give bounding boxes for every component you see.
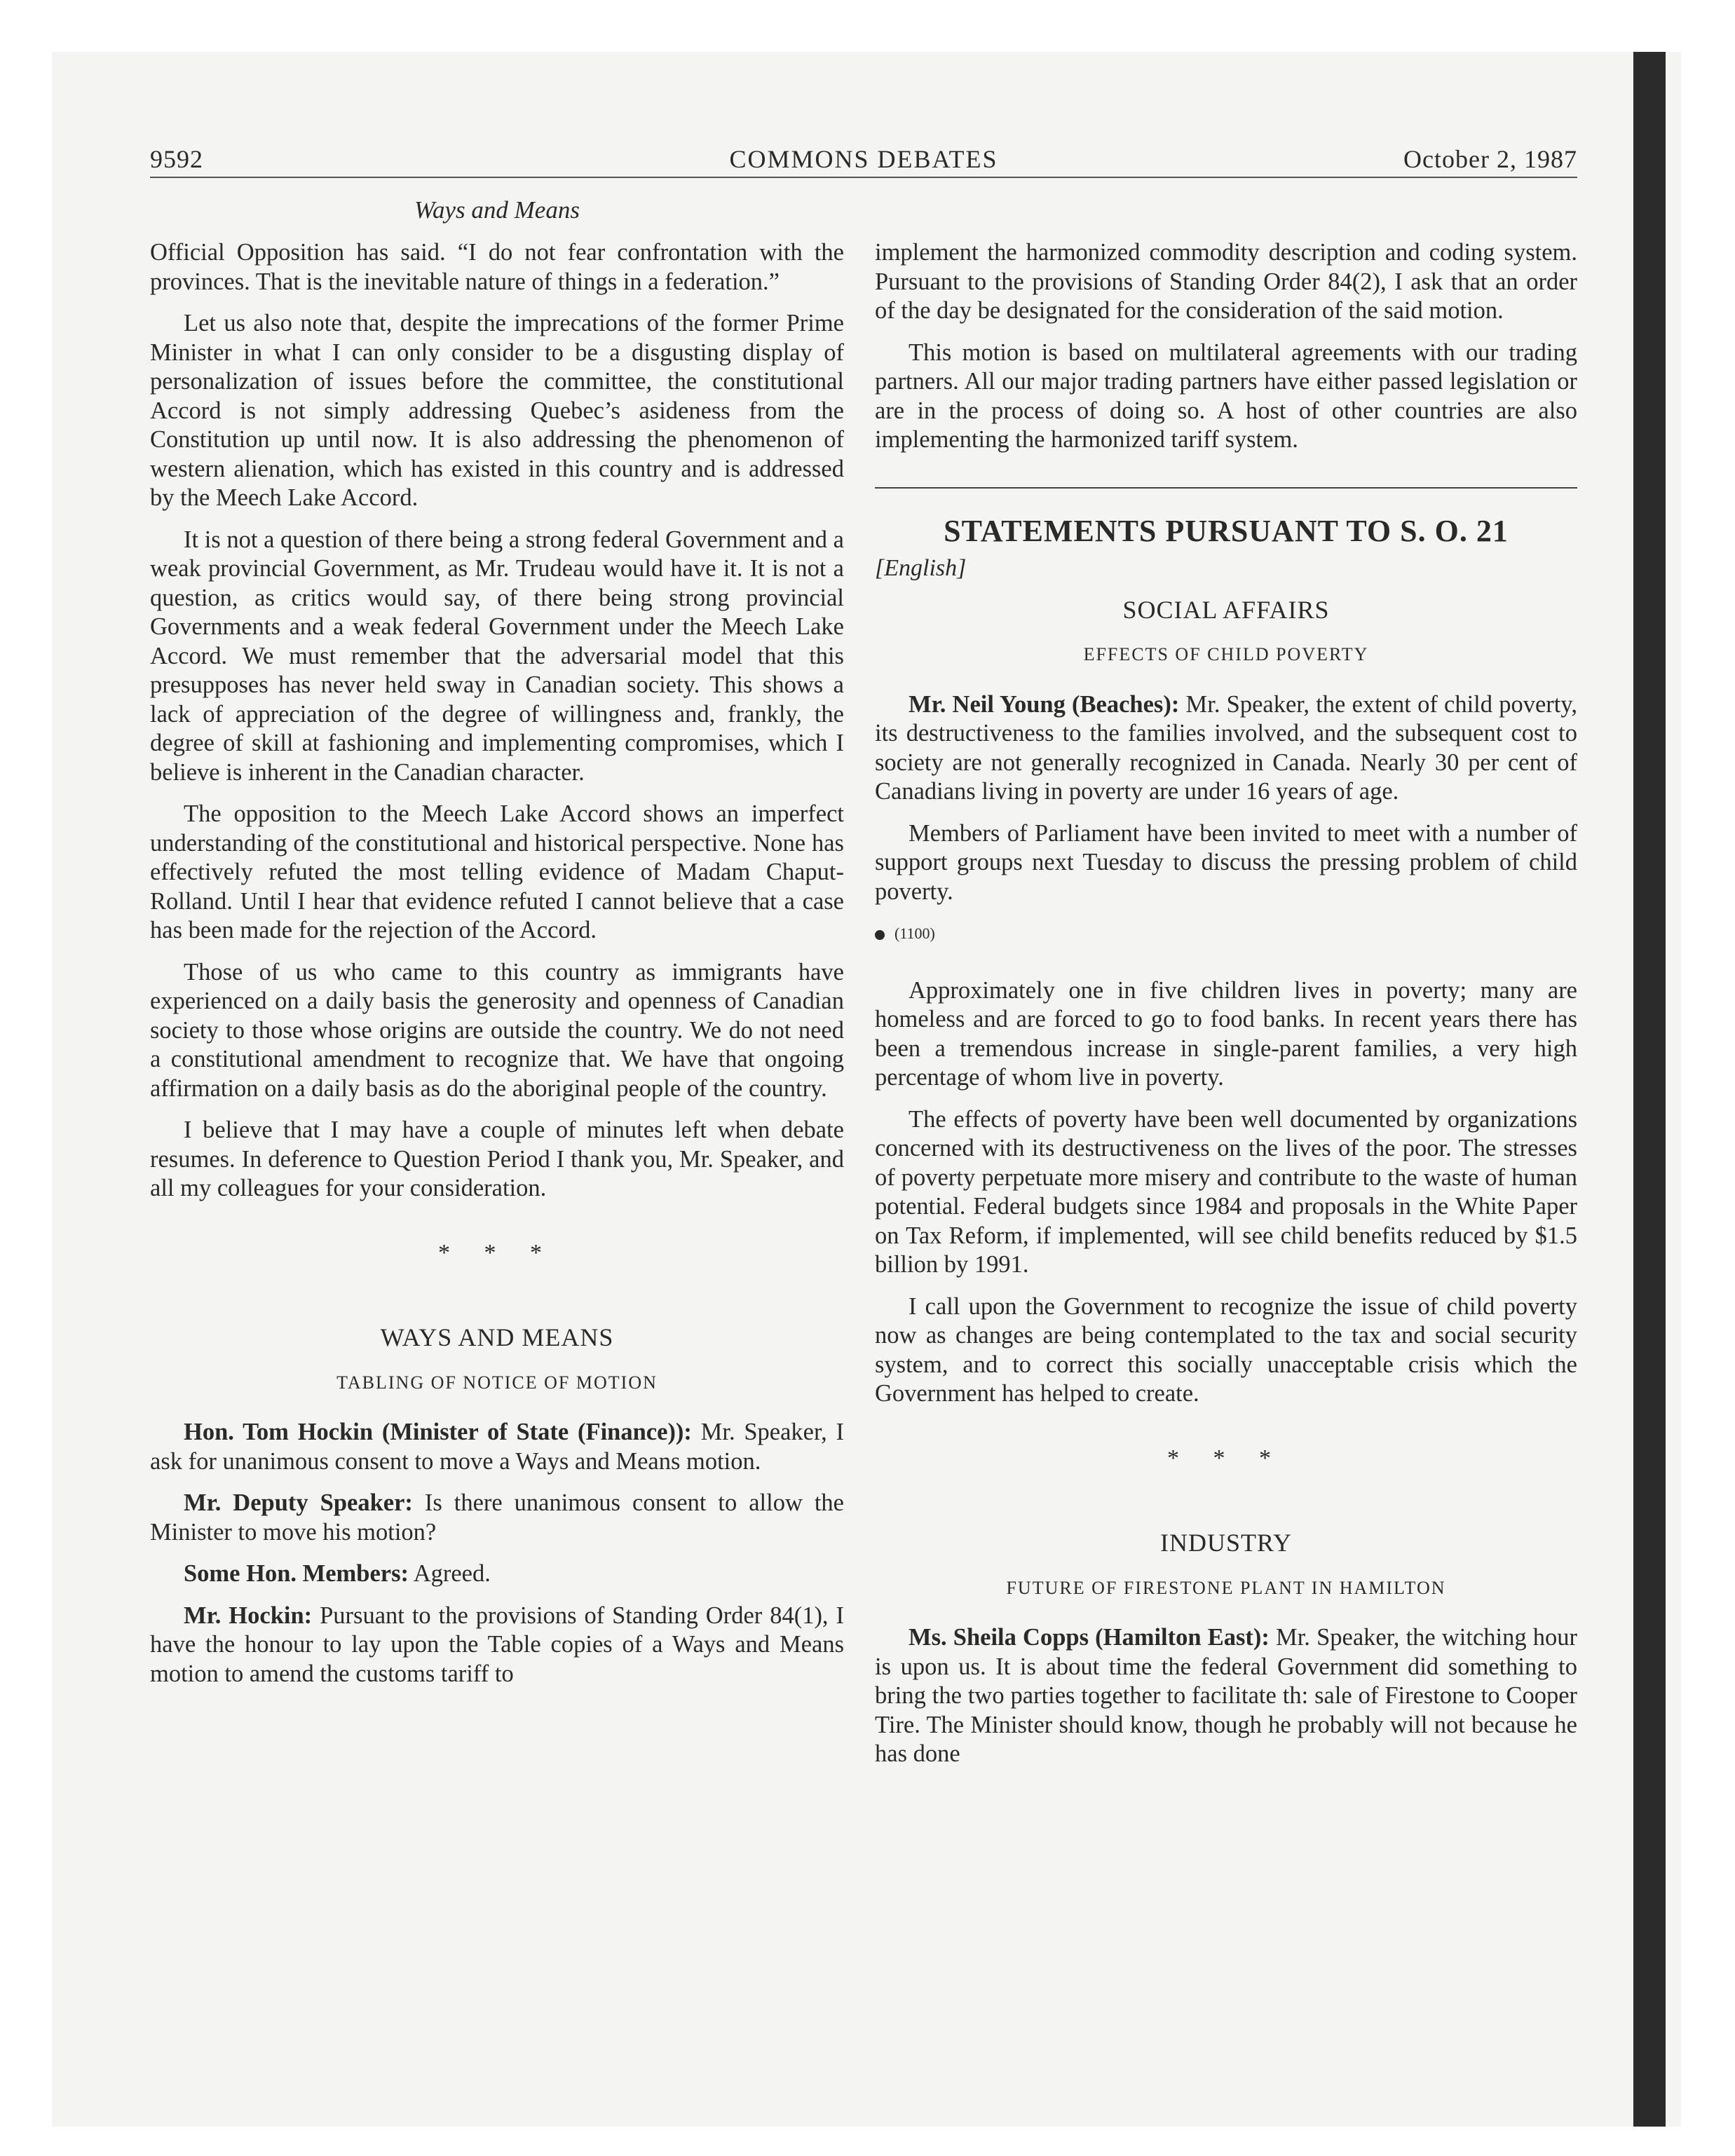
paragraph: I call upon the Government to recognize the issue of child poverty now as changes are being contemplated to the tax and social security system, and to correct this socially unacceptable crisis which the Government has helped to create. <box>875 1292 1577 1407</box>
speech <box>150 1560 844 1589</box>
section-divider: * * * <box>1167 1445 1285 1471</box>
major-heading: STATEMENTS PURSUANT TO S. O. 21 <box>944 513 1509 548</box>
section-subheading: TABLING OF NOTICE OF MOTION <box>336 1372 658 1393</box>
language-marker: [English] <box>875 555 967 581</box>
speech <box>875 690 1577 807</box>
paragraph: Official Opposition has said. “I do not fear confrontation with the provinces. That is the inevitable nature of things in a federation.” <box>150 239 844 295</box>
paragraph: Let us also note that, despite the imprecations of the former Prime Minister in what I can only consider to be a disgusting display of personalization of issues before the committee, the constitutional Accord is not simply addressing Quebec’s asideness from the Constitution up until now. It is also addressing the phenomenon of western alienation, which has existed in this country and is addressed by the Meech Lake Accord. <box>150 310 844 511</box>
section-heading: SOCIAL AFFAIRS <box>1122 595 1330 624</box>
page-header <box>150 144 1577 178</box>
right-column <box>875 238 1577 1782</box>
paragraph: The opposition to the Meech Lake Accord shows an imperfect understanding of the constitutional and historical perspective. None has effectively refuted the most telling evidence of Madam Chaput-Rolland. Until I hear that evidence refuted I cannot believe that a case has been made for the rejection of the Accord. <box>150 800 844 943</box>
publication-title: COMMONS DEBATES <box>729 145 998 173</box>
speech-text: Mr. Speaker, the extent of child poverty, its destructiveness to the families involved, and the subsequent cost to society are not generally recognized in Canada. Nearly 30 per cent of Canadians living in poverty are under 16 years of age. <box>875 690 1578 805</box>
speech <box>150 1602 844 1689</box>
page-date: October 2, 1987 <box>1403 145 1577 173</box>
paragraph: This motion is based on multilateral agreements with our trading partners. All our major trading partners have either passed legislation or are in the process of doing so. A host of other countries are also implementing the harmonized tariff system. <box>875 339 1577 453</box>
section-heading: WAYS AND MEANS <box>380 1323 614 1351</box>
speaker-name: Mr. Hockin: <box>184 1602 313 1629</box>
speech-text: Mr. Speaker, I ask for unanimous consent to move a Ways and Means motion. <box>150 1419 845 1475</box>
speech-text: Pursuant to the provisions of Standing Order 84(1), I have the honour to lay upon the Table copies of a Ways and Means motion to amend the customs tariff to <box>150 1602 845 1687</box>
speech <box>150 1418 844 1476</box>
bullet-icon <box>875 930 885 940</box>
left-column <box>150 238 844 1701</box>
scan-edge <box>1633 52 1666 2127</box>
speech-text: Agreed. <box>408 1560 491 1587</box>
time-marker <box>875 919 1577 948</box>
section-subheading: FUTURE OF FIRESTONE PLANT IN HAMILTON <box>1006 1577 1446 1598</box>
paragraph: implement the harmonized commodity description and coding system. Pursuant to the provisions of Standing Order 84(2), I ask that an order of the day be designated for the consideration of the said motion. <box>875 239 1577 324</box>
running-head: Ways and Means <box>414 196 580 224</box>
section-divider: * * * <box>438 1239 556 1266</box>
section-heading: INDUSTRY <box>1159 1529 1293 1557</box>
speech-text: Is there unanimous consent to allow the Minister to move his motion? <box>150 1489 844 1546</box>
speaker-name: Hon. Tom Hockin (Minister of State (Finance)): <box>184 1419 692 1445</box>
section-rule <box>875 487 1577 489</box>
time-text: (1100) <box>894 925 935 942</box>
paragraph: The effects of poverty have been well documented by organizations concerned with its destructiveness on the lives of the poor. The stresses of poverty perpetuate more misery and contribute to the waste of human potential. Federal budgets since 1984 and proposals in the White Paper on Tax Reform, if implemented, will see child benefits reduced by $1.5 billion by 1991. <box>875 1105 1577 1278</box>
speech <box>150 1489 844 1547</box>
speaker-name: Some Hon. Members: <box>184 1560 409 1587</box>
section-subheading: EFFECTS OF CHILD POVERTY <box>1083 644 1369 664</box>
paragraph: It is not a question of there being a strong federal Government and a weak provincial Government, as Mr. Trudeau would have it. It is not a question, as critics would say, of there being strong provincial Governments and a weak federal Government under the Meech Lake Accord. We must remember that the adversarial model that this presupposes has never held sway in Canadian society. This shows a lack of appreciation of the degree of willingness and, frankly, the degree of skill at fashioning and implementing compromises, which I believe is inherent in the Canadian character. <box>150 526 844 786</box>
paragraph: Those of us who came to this country as immigrants have experienced on a daily basis the generosity and openness of Canadian society to those whose origins are outside the country. We do not need a constitutional amendment to recognize that. We have that ongoing affirmation on a daily basis as do the aboriginal people of the country. <box>150 958 844 1102</box>
speaker-name: Mr. Neil Young (Beaches): <box>909 690 1180 718</box>
paragraph: Members of Parliament have been invited to meet with a number of support groups next Tuesday to discuss the pressing problem of child poverty. <box>875 819 1577 905</box>
speaker-name: Ms. Sheila Copps (Hamilton East): <box>909 1624 1270 1651</box>
speech <box>875 1623 1577 1769</box>
paragraph: Approximately one in five children lives in poverty; many are homeless and are forced to go to food banks. In recent years there has been a tremendous increase in single-parent families, a very high percentage of whom live in poverty. <box>875 976 1577 1091</box>
paragraph: I believe that I may have a couple of minutes left when debate resumes. In deference to Question Period I thank you, Mr. Speaker, and all my colleagues for your consideration. <box>150 1117 844 1201</box>
page-number: 9592 <box>150 145 203 173</box>
speaker-name: Mr. Deputy Speaker: <box>184 1489 413 1516</box>
speech-text: Mr. Speaker, the witching hour is upon us. It is about time the federal Government did something to bring the two parties together to facilitate th: sale of Firestone to Cooper Tire. The Minister should know, though he probably will not because he has done <box>875 1624 1578 1767</box>
